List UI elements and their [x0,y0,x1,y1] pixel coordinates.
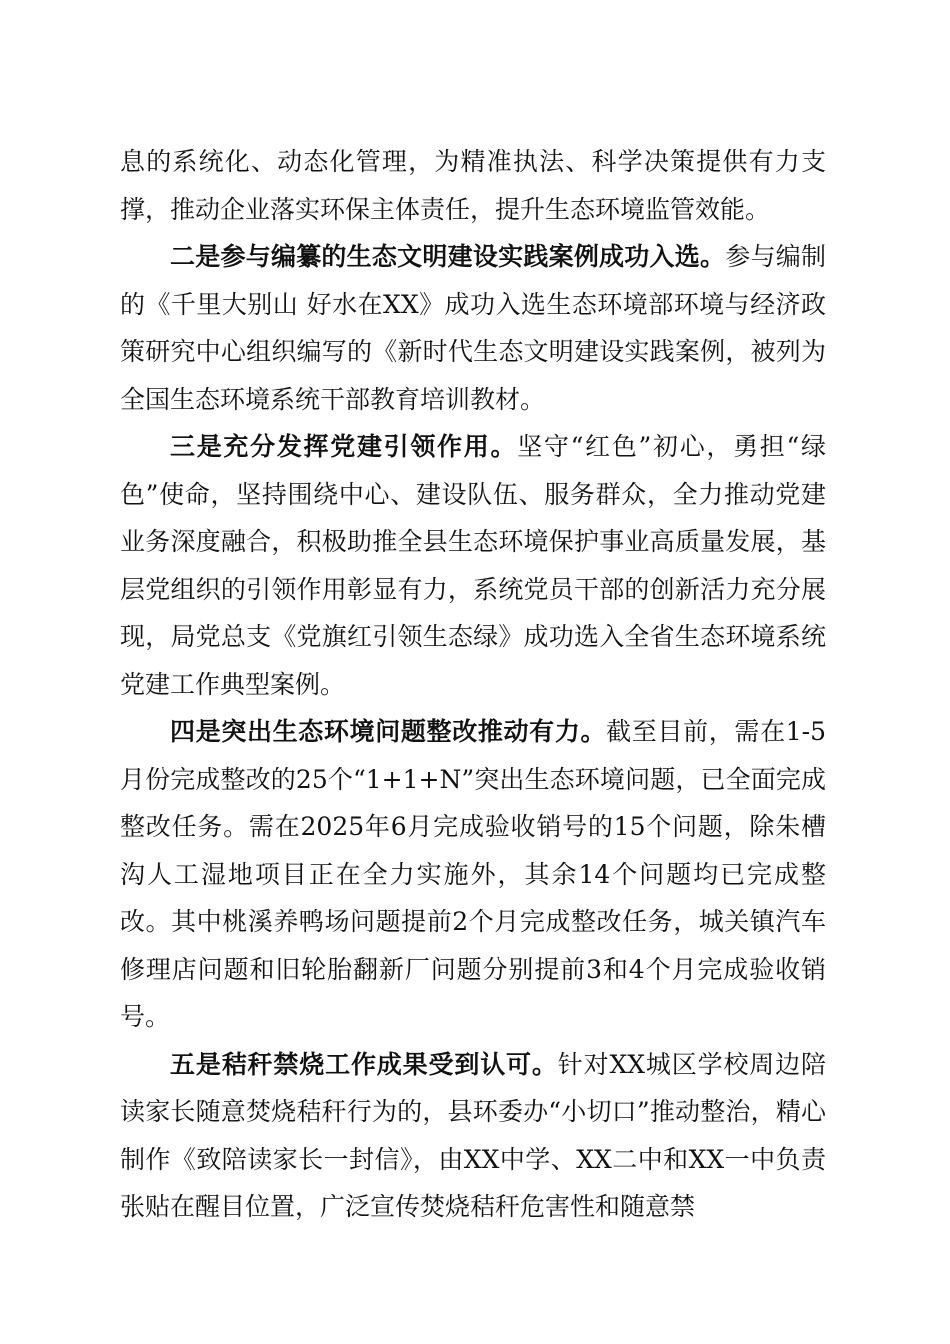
document-page [120,138,826,1231]
paragraph-case-selected [120,233,826,423]
paragraph-body: 截至目前，需在1-5月份完成整改的25个“1+1+N”突出生态环境问题，已全面完成整改任务。需在2025年6月完成验收销号的15个问题，除朱槽沟人工湿地项目正在全力实施外，其余14个问题均已完成整改。其中桃溪养鸭场问题提前2个月完成整改任务，城关镇汽车修理店问题和旧轮胎翻新厂问题分别提前3和4个月完成验收销号。 [120,717,826,1031]
paragraph-heading: 四是突出生态环境问题整改推动有力。 [170,717,607,746]
paragraph-heading: 二是参与编纂的生态文明建设实践案例成功入选。 [170,242,726,271]
paragraph-heading: 三是充分发挥党建引领作用。 [170,432,518,461]
paragraph-party-building [120,423,826,708]
paragraph-body: 参与编制的《千里大别山 好水在XX》成功入选生态环境部环境与经济政策研究中心组织编写的《新时代生态文明建设实践案例，被列为全国生态环境系统干部教育培训教材。 [120,242,826,414]
paragraph-body: 坚守“红色”初心，勇担“绿色”使命，坚持围绕中心、建设队伍、服务群众，全力推动党建业务深度融合，积极助推全县生态环境保护事业高质量发展，基层党组织的引领作用彰显有力，系统党员干部的创新活力充分展现，局党总支《党旗红引领生态绿》成功选入全省生态环境系统党建工作典型案例。 [120,432,826,699]
paragraph-body: 息的系统化、动态化管理，为精准执法、科学决策提供有力支撑，推动企业落实环保主体责任，提升生态环境监管效能。 [120,147,826,224]
paragraph-continuation [120,138,826,233]
paragraph-rectification [120,708,826,1041]
paragraph-body: 针对XX城区学校周边陪读家长随意焚烧秸秆行为的，县环委办“小切口”推动整治，精心制作《致陪读家长一封信》，由XX中学、XX二中和XX一中负责张贴在醒目位置，广泛宣传焚烧秸秆危害性和随意禁 [120,1049,826,1221]
paragraph-straw-burning [120,1041,826,1231]
paragraph-heading: 五是秸秆禁烧工作成果受到认可。 [170,1049,558,1079]
